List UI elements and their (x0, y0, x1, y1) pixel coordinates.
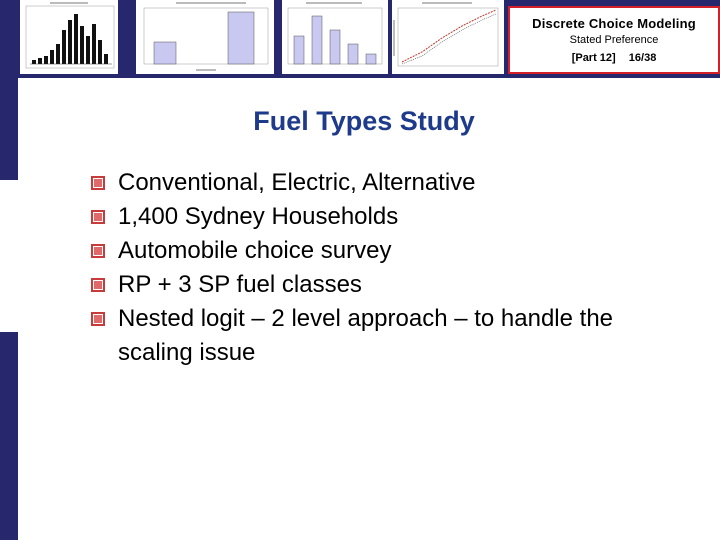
part-page-indicator (510, 52, 718, 64)
header-band (0, 0, 720, 78)
bullet-item (90, 302, 690, 370)
left-accent-strip (0, 78, 18, 540)
part-label: [Part 12] (571, 52, 616, 64)
bullet-text: Nested logit – 2 level approach – to handle the scaling issue (118, 305, 614, 366)
bullet-box-icon (90, 277, 106, 293)
bullet-box-icon (90, 209, 106, 225)
thumbnail-multi-bar (282, 0, 388, 74)
bullet-item (90, 166, 690, 200)
course-title: Discrete Choice Modeling (532, 16, 696, 31)
bullet-item (90, 268, 690, 302)
bullet-text: Automobile choice survey (118, 237, 392, 264)
bullet-list (90, 166, 690, 370)
course-title-box (508, 6, 720, 74)
thumbnail-histogram (20, 0, 118, 74)
thumbnail-bar-chart (136, 0, 274, 74)
left-strip-segment (0, 332, 18, 540)
bullet-text: Conventional, Electric, Alternative (118, 169, 476, 196)
bullet-item (90, 200, 690, 234)
bullet-box-icon (90, 175, 106, 191)
thumbnail-line-plot (392, 0, 504, 74)
slide-title: Fuel Types Study (253, 106, 475, 136)
bullet-box-icon (90, 243, 106, 259)
bullet-item (90, 234, 690, 268)
course-subtitle: Stated Preference (569, 34, 659, 46)
bullet-box-icon (90, 311, 106, 327)
bullet-text: 1,400 Sydney Households (118, 203, 399, 230)
page-number: 16/38 (628, 52, 657, 64)
bullet-text: RP + 3 SP fuel classes (118, 271, 362, 298)
